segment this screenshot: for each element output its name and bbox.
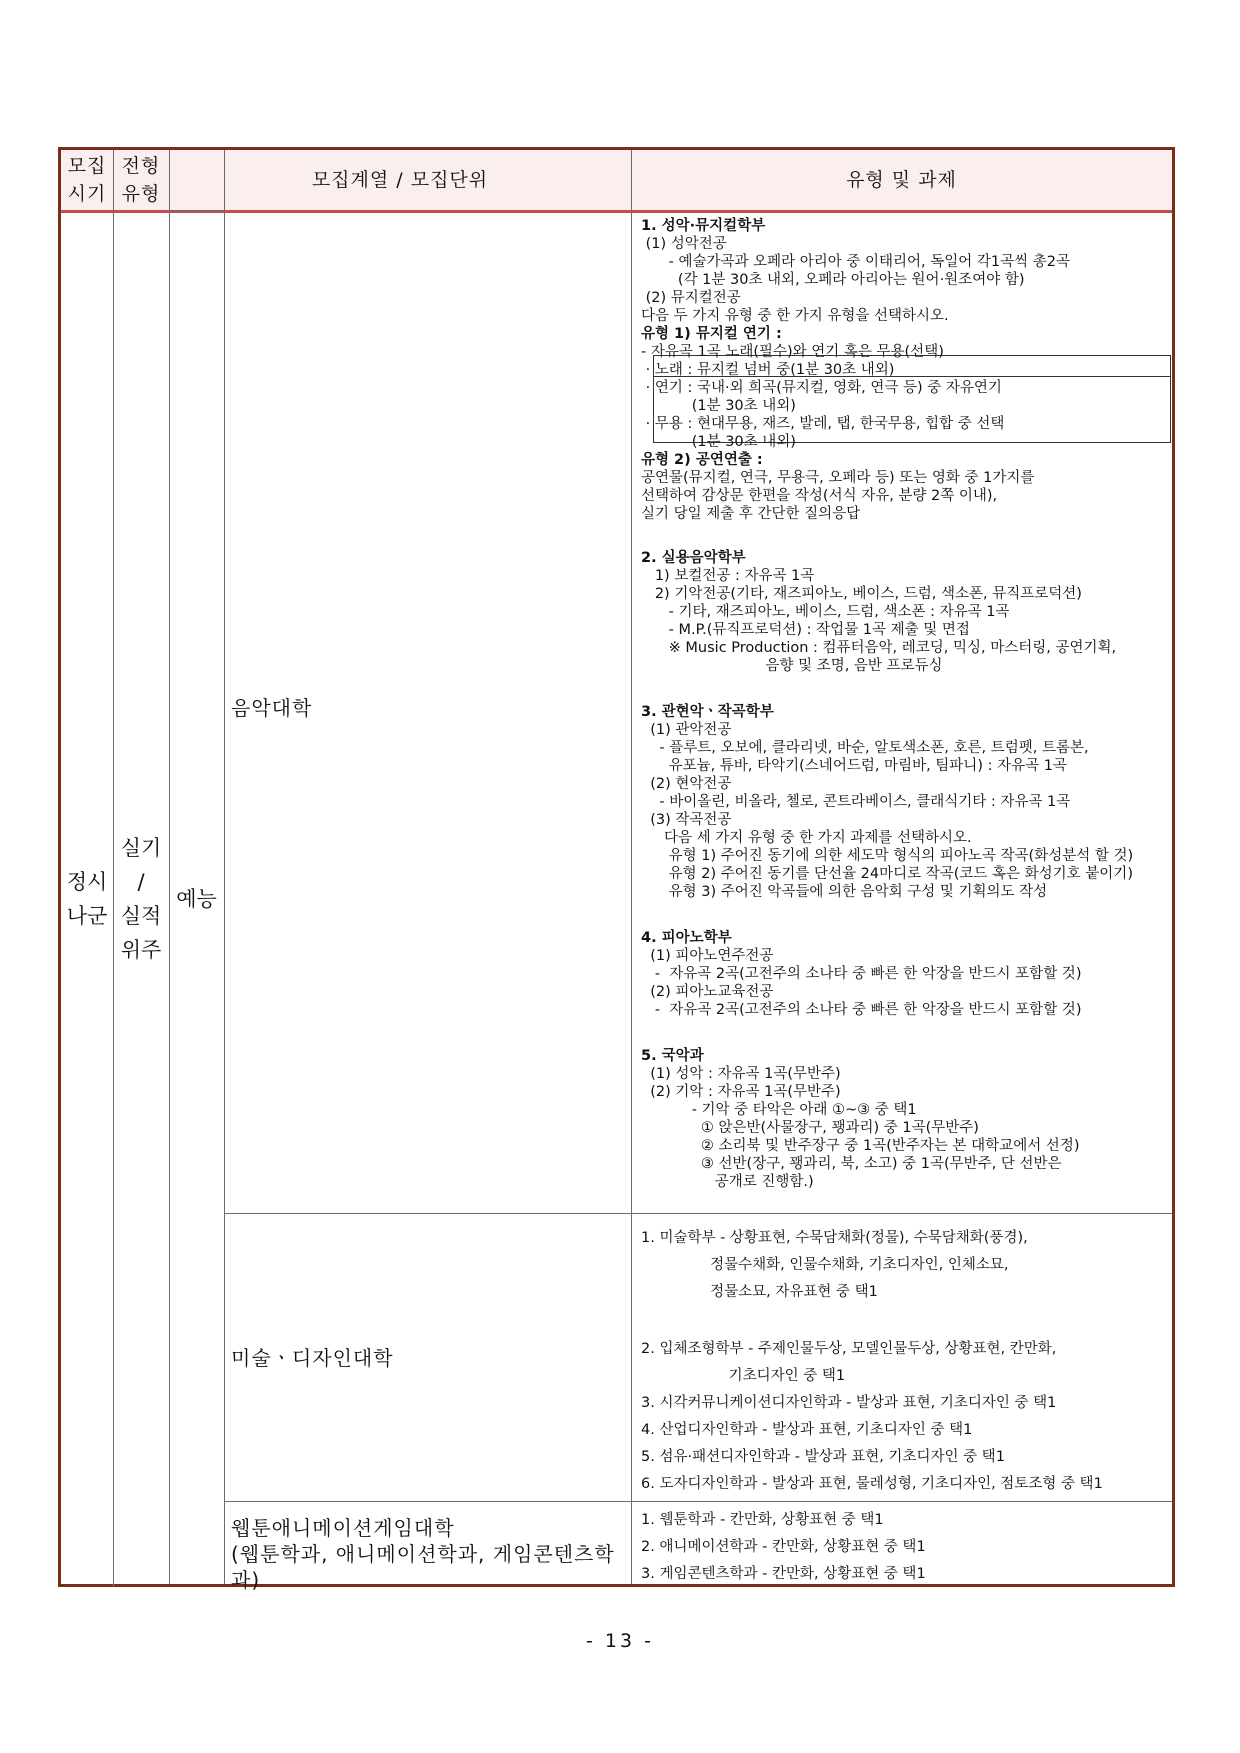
header-type — [113, 150, 169, 210]
music-task-line: - 자유곡 2곡(고전주의 소나타 중 빠른 한 악장을 반드시 포함할 것) — [641, 966, 1082, 982]
art-task-line: 4. 산업디자인학과 - 발상과 표현, 기초디자인 중 택1 — [641, 1422, 973, 1438]
music-task-line: 1. 성악·뮤지컬학부 — [641, 218, 766, 234]
music-task-line: - 바이올린, 비올라, 첼로, 콘트라베이스, 클래식기타 : 자유곡 1곡 — [641, 794, 1071, 810]
art-task-line: 기초디자인 중 택1 — [641, 1368, 846, 1384]
art-task-line: 1. 미술학부 - 상황표현, 수묵담채화(정물), 수묵담채화(풍경), — [641, 1230, 1028, 1246]
music-task-line: 유포늄, 튜바, 타악기(스네어드럼, 마림바, 팀파니) : 자유곡 1곡 — [641, 758, 1067, 774]
unit-webtoon — [231, 1515, 621, 1593]
art-task-line: 정물수채화, 인물수채화, 기초디자인, 인체소묘, — [641, 1257, 1009, 1273]
music-task-line: - 기악 중 타악은 아래 ①~③ 중 택1 — [641, 1102, 917, 1118]
music-task-line: 2) 기악전공(기타, 재즈피아노, 베이스, 드럼, 색소폰, 뮤직프로덕션) — [641, 586, 1082, 602]
music-task-line: 1) 보컬전공 : 자유곡 1곡 — [641, 568, 815, 584]
type-line2: / — [137, 869, 145, 894]
divider — [224, 150, 225, 1584]
music-task-line: ※ Music Production : 컴퓨터음악, 레코딩, 믹싱, 마스터링, 공연기획, — [641, 640, 1117, 656]
music-task-line: (2) 기악 : 자유곡 1곡(무반주) — [641, 1084, 841, 1100]
type-line1: 실기 — [120, 835, 162, 860]
unit-webtoon-line2: (웹툰학과, 애니메이션학과, 게임콘텐츠학과) — [231, 1542, 615, 1592]
divider — [631, 150, 632, 1584]
art-task-line: 6. 도자디자인학과 - 발상과 표현, 물레성형, 기초디자인, 점토조형 중 택1 — [641, 1476, 1103, 1492]
music-task-line: ① 앉은반(사물장구, 꽹과리) 중 1곡(무반주) — [641, 1120, 979, 1136]
music-task-line: 공연물(뮤지컬, 연극, 무용극, 오페라 등) 또는 영화 중 1가지를 — [641, 470, 1035, 486]
music-task-line: · 연기 : 국내·외 희곡(뮤지컬, 영화, 연극 등) 중 자유연기 — [641, 380, 1002, 396]
music-task-line: 유형 3) 주어진 악곡들에 의한 음악회 구성 및 기획의도 작성 — [641, 884, 1048, 900]
header-type-line1: 전형 — [121, 155, 161, 177]
music-task-line: (1) 성악 : 자유곡 1곡(무반주) — [641, 1066, 841, 1082]
music-task-line: · 무용 : 현대무용, 재즈, 발레, 탭, 한국무용, 힙합 중 선택 — [641, 416, 1005, 432]
music-task-line: (2) 현악전공 — [641, 776, 732, 792]
webtoon-task-line: 2. 애니메이션학과 - 칸만화, 상황표현 중 택1 — [641, 1539, 926, 1555]
music-tasks — [641, 217, 1171, 1191]
music-task-line: - 기타, 재즈피아노, 베이스, 드럼, 색소폰 : 자유곡 1곡 — [641, 604, 1010, 620]
header-period — [61, 150, 113, 210]
header-unit: 모집계열 / 모집단위 — [311, 169, 489, 191]
art-task-line: 5. 섬유·패션디자인학과 - 발상과 표현, 기초디자인 중 택1 — [641, 1449, 1005, 1465]
music-task-line: 2. 실용음악학부 — [641, 550, 746, 566]
music-task-line: - M.P.(뮤직프로덕션) : 작업물 1곡 제출 및 면접 — [641, 622, 970, 638]
music-task-line: ③ 선반(장구, 꽹과리, 북, 소고) 중 1곡(무반주, 단 선반은 — [641, 1156, 1062, 1172]
music-task-line: (각 1분 30초 내외, 오페라 아리아는 원어·원조여야 함) — [641, 272, 1025, 288]
divider — [61, 210, 1172, 213]
unit-webtoon-line1: 웹툰애니메이션게임대학 — [231, 1516, 455, 1540]
music-task-line: 공개로 진행함.) — [641, 1174, 814, 1190]
art-task-line: 3. 시각커뮤니케이션디자인학과 - 발상과 표현, 기초디자인 중 택1 — [641, 1395, 1057, 1411]
divider — [224, 1213, 1172, 1214]
header-type-line2: 유형 — [121, 183, 161, 205]
music-task-line: (3) 작곡전공 — [641, 812, 732, 828]
webtoon-task-line: 3. 게임콘텐츠학과 - 칸만화, 상황표현 중 택1 — [641, 1566, 926, 1582]
header-period-line2: 시기 — [67, 183, 107, 205]
music-task-line: 5. 국악과 — [641, 1048, 704, 1064]
music-task-line: - 플루트, 오보에, 클라리넷, 바순, 알토색소폰, 호른, 트럼펫, 트롬본, — [641, 740, 1089, 756]
music-task-line: (2) 뮤지컬전공 — [641, 290, 741, 306]
music-task-line: (1) 관악전공 — [641, 722, 732, 738]
music-task-line: 다음 세 가지 유형 중 한 가지 과제를 선택하시오. — [641, 830, 972, 846]
art-tasks — [641, 1225, 1171, 1498]
divider — [224, 1501, 1172, 1502]
music-task-line: 유형 2) 주어진 동기를 단선율 24마디로 작곡(코드 혹은 화성기호 붙이기) — [641, 866, 1133, 882]
period-cell — [61, 210, 113, 1587]
music-task-line: 음향 및 조명, 음반 프로듀싱 — [641, 658, 943, 674]
music-task-line: 유형 2) 공연연출 : — [641, 452, 763, 468]
music-task-line: (1분 30초 내외) — [641, 434, 796, 450]
admission-table — [58, 147, 1175, 1592]
type-line3: 실적 — [120, 903, 162, 928]
music-task-line: 유형 1) 주어진 동기에 의한 세도막 형식의 피아노곡 작곡(화성분석 할 것) — [641, 848, 1134, 864]
music-task-line: - 자유곡 2곡(고전주의 소나타 중 빠른 한 악장을 반드시 포함할 것) — [641, 1002, 1082, 1018]
webtoon-task-line: 1. 웹툰학과 - 칸만화, 상황표현 중 택1 — [641, 1512, 884, 1528]
music-task-line: - 자유곡 1곡 노래(필수)와 연기 혹은 무용(선택) — [641, 344, 944, 360]
period-line2: 나군 — [66, 903, 108, 928]
music-task-line: - 예술가곡과 오페라 아리아 중 이태리어, 독일어 각1곡씩 총2곡 — [641, 254, 1070, 270]
music-task-line: (1) 피아노연주전공 — [641, 948, 774, 964]
music-task-line: 4. 피아노학부 — [641, 930, 732, 946]
music-task-line: (1분 30초 내외) — [641, 398, 796, 414]
unit-music: 음악대학 — [231, 696, 313, 720]
music-task-line: 선택하여 감상문 한편을 작성(서식 자유, 분량 2쪽 이내), — [641, 488, 998, 504]
header-task: 유형 및 과제 — [846, 169, 957, 191]
field-cell: 예능 — [176, 886, 217, 911]
music-task-line: ② 소리북 및 반주장구 중 1곡(반주자는 본 대학교에서 선정) — [641, 1138, 1080, 1154]
music-task-line: · 노래 : 뮤지컬 넘버 중(1분 30초 내외) — [641, 362, 895, 378]
music-task-line: 실기 당일 제출 후 간단한 질의응답 — [641, 506, 861, 522]
page-number: - 13 - — [586, 1630, 654, 1652]
music-task-line: (2) 피아노교육전공 — [641, 984, 774, 1000]
art-task-line: 정물소묘, 자유표현 중 택1 — [641, 1284, 878, 1300]
type-cell — [113, 210, 169, 1587]
music-task-line: 유형 1) 뮤지컬 연기 : — [641, 326, 782, 342]
header-period-line1: 모집 — [67, 155, 107, 177]
type-line4: 위주 — [120, 937, 162, 962]
music-task-line: 3. 관현악ㆍ작곡학부 — [641, 704, 774, 720]
art-task-line: 2. 입체조형학부 - 주제인물두상, 모델인물두상, 상황표현, 칸만화, — [641, 1341, 1057, 1357]
period-line1: 정시 — [66, 869, 108, 894]
music-task-line: (1) 성악전공 — [641, 236, 727, 252]
unit-art: 미술ㆍ디자인대학 — [231, 1346, 394, 1370]
webtoon-tasks — [641, 1507, 1171, 1588]
music-task-line: 다음 두 가지 유형 중 한 가지 유형을 선택하시오. — [641, 308, 949, 324]
